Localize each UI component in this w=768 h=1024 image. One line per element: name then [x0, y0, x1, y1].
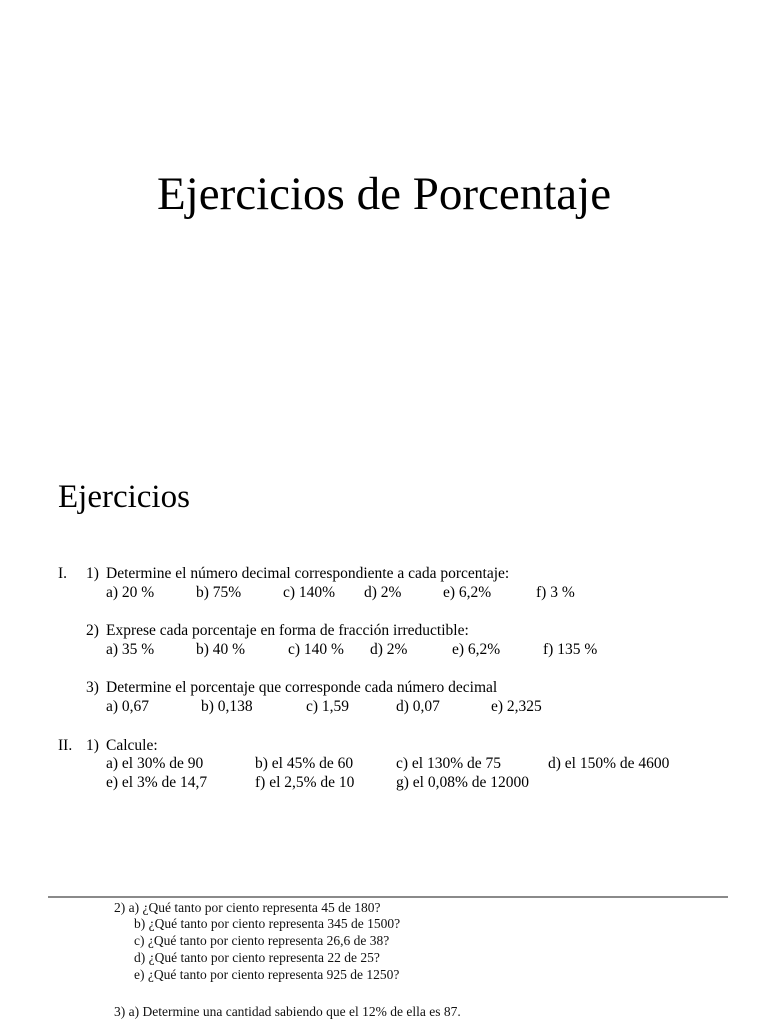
option-item: e) 6,2% [452, 641, 501, 658]
option-item: b) 40 % [196, 641, 246, 658]
section-heading: Ejercicios [58, 479, 190, 515]
option-item: e) 2,325 [491, 698, 542, 715]
option-item: b) el 45% de 60 [255, 755, 354, 772]
part-1-label: I. [58, 565, 68, 582]
option-item: d) el 150% de 4600 [548, 755, 670, 772]
question-prompt: Calcule: [106, 737, 158, 754]
question-label: 1) [86, 737, 99, 754]
option-item: a) 35 % [106, 641, 155, 658]
option-item: b) 75% [196, 584, 242, 601]
question-prompt: Determine el porcentaje que corresponde cada número decimal [106, 679, 498, 696]
page-divider [48, 896, 728, 898]
list-item: e) ¿Qué tanto por ciento representa 925 de 1250? [134, 967, 400, 982]
list-item: c) ¿Qué tanto por ciento representa 26,6 de 38? [134, 933, 390, 948]
option-item: d) 2% [370, 641, 408, 658]
page-title: Ejercicios de Porcentaje [156, 168, 612, 220]
option-item: c) 140 % [288, 641, 344, 658]
part-2-label: II. [58, 737, 73, 754]
question-prompt: Exprese cada porcentaje en forma de fracción irreductible: [106, 622, 469, 639]
question-label: 3) [86, 679, 99, 696]
list-item: b) ¿Qué tanto por ciento representa 345 de 1500? [134, 916, 401, 931]
question-prompt: Determine el número decimal correspondiente a cada porcentaje: [106, 565, 510, 582]
option-item: b) 0,138 [201, 698, 253, 715]
option-item: f) 3 % [536, 584, 575, 601]
option-item: d) 2% [364, 584, 402, 601]
option-item: a) 0,67 [106, 698, 150, 715]
option-item: d) 0,07 [396, 698, 440, 715]
question-label: 1) [86, 565, 99, 582]
option-item: a) 20 % [106, 584, 155, 601]
option-item: f) el 2,5% de 10 [255, 774, 355, 791]
option-item: c) 1,59 [306, 698, 350, 715]
list-item: d) ¿Qué tanto por ciento representa 22 de 25? [134, 950, 380, 965]
question-label: 2) [86, 622, 99, 639]
option-item: a) el 30% de 90 [106, 755, 204, 772]
list-item: 2) a) ¿Qué tanto por ciento representa 45 de 180? [114, 900, 381, 915]
option-item: c) 140% [283, 584, 336, 601]
option-item: f) 135 % [543, 641, 598, 658]
option-item: e) el 3% de 14,7 [106, 774, 208, 791]
option-item: e) 6,2% [443, 584, 492, 601]
option-item: c) el 130% de 75 [396, 755, 502, 772]
list-item: 3) a) Determine una cantidad sabiendo que el 12% de ella es 87. [114, 1004, 461, 1019]
option-item: g) el 0,08% de 12000 [396, 774, 530, 791]
